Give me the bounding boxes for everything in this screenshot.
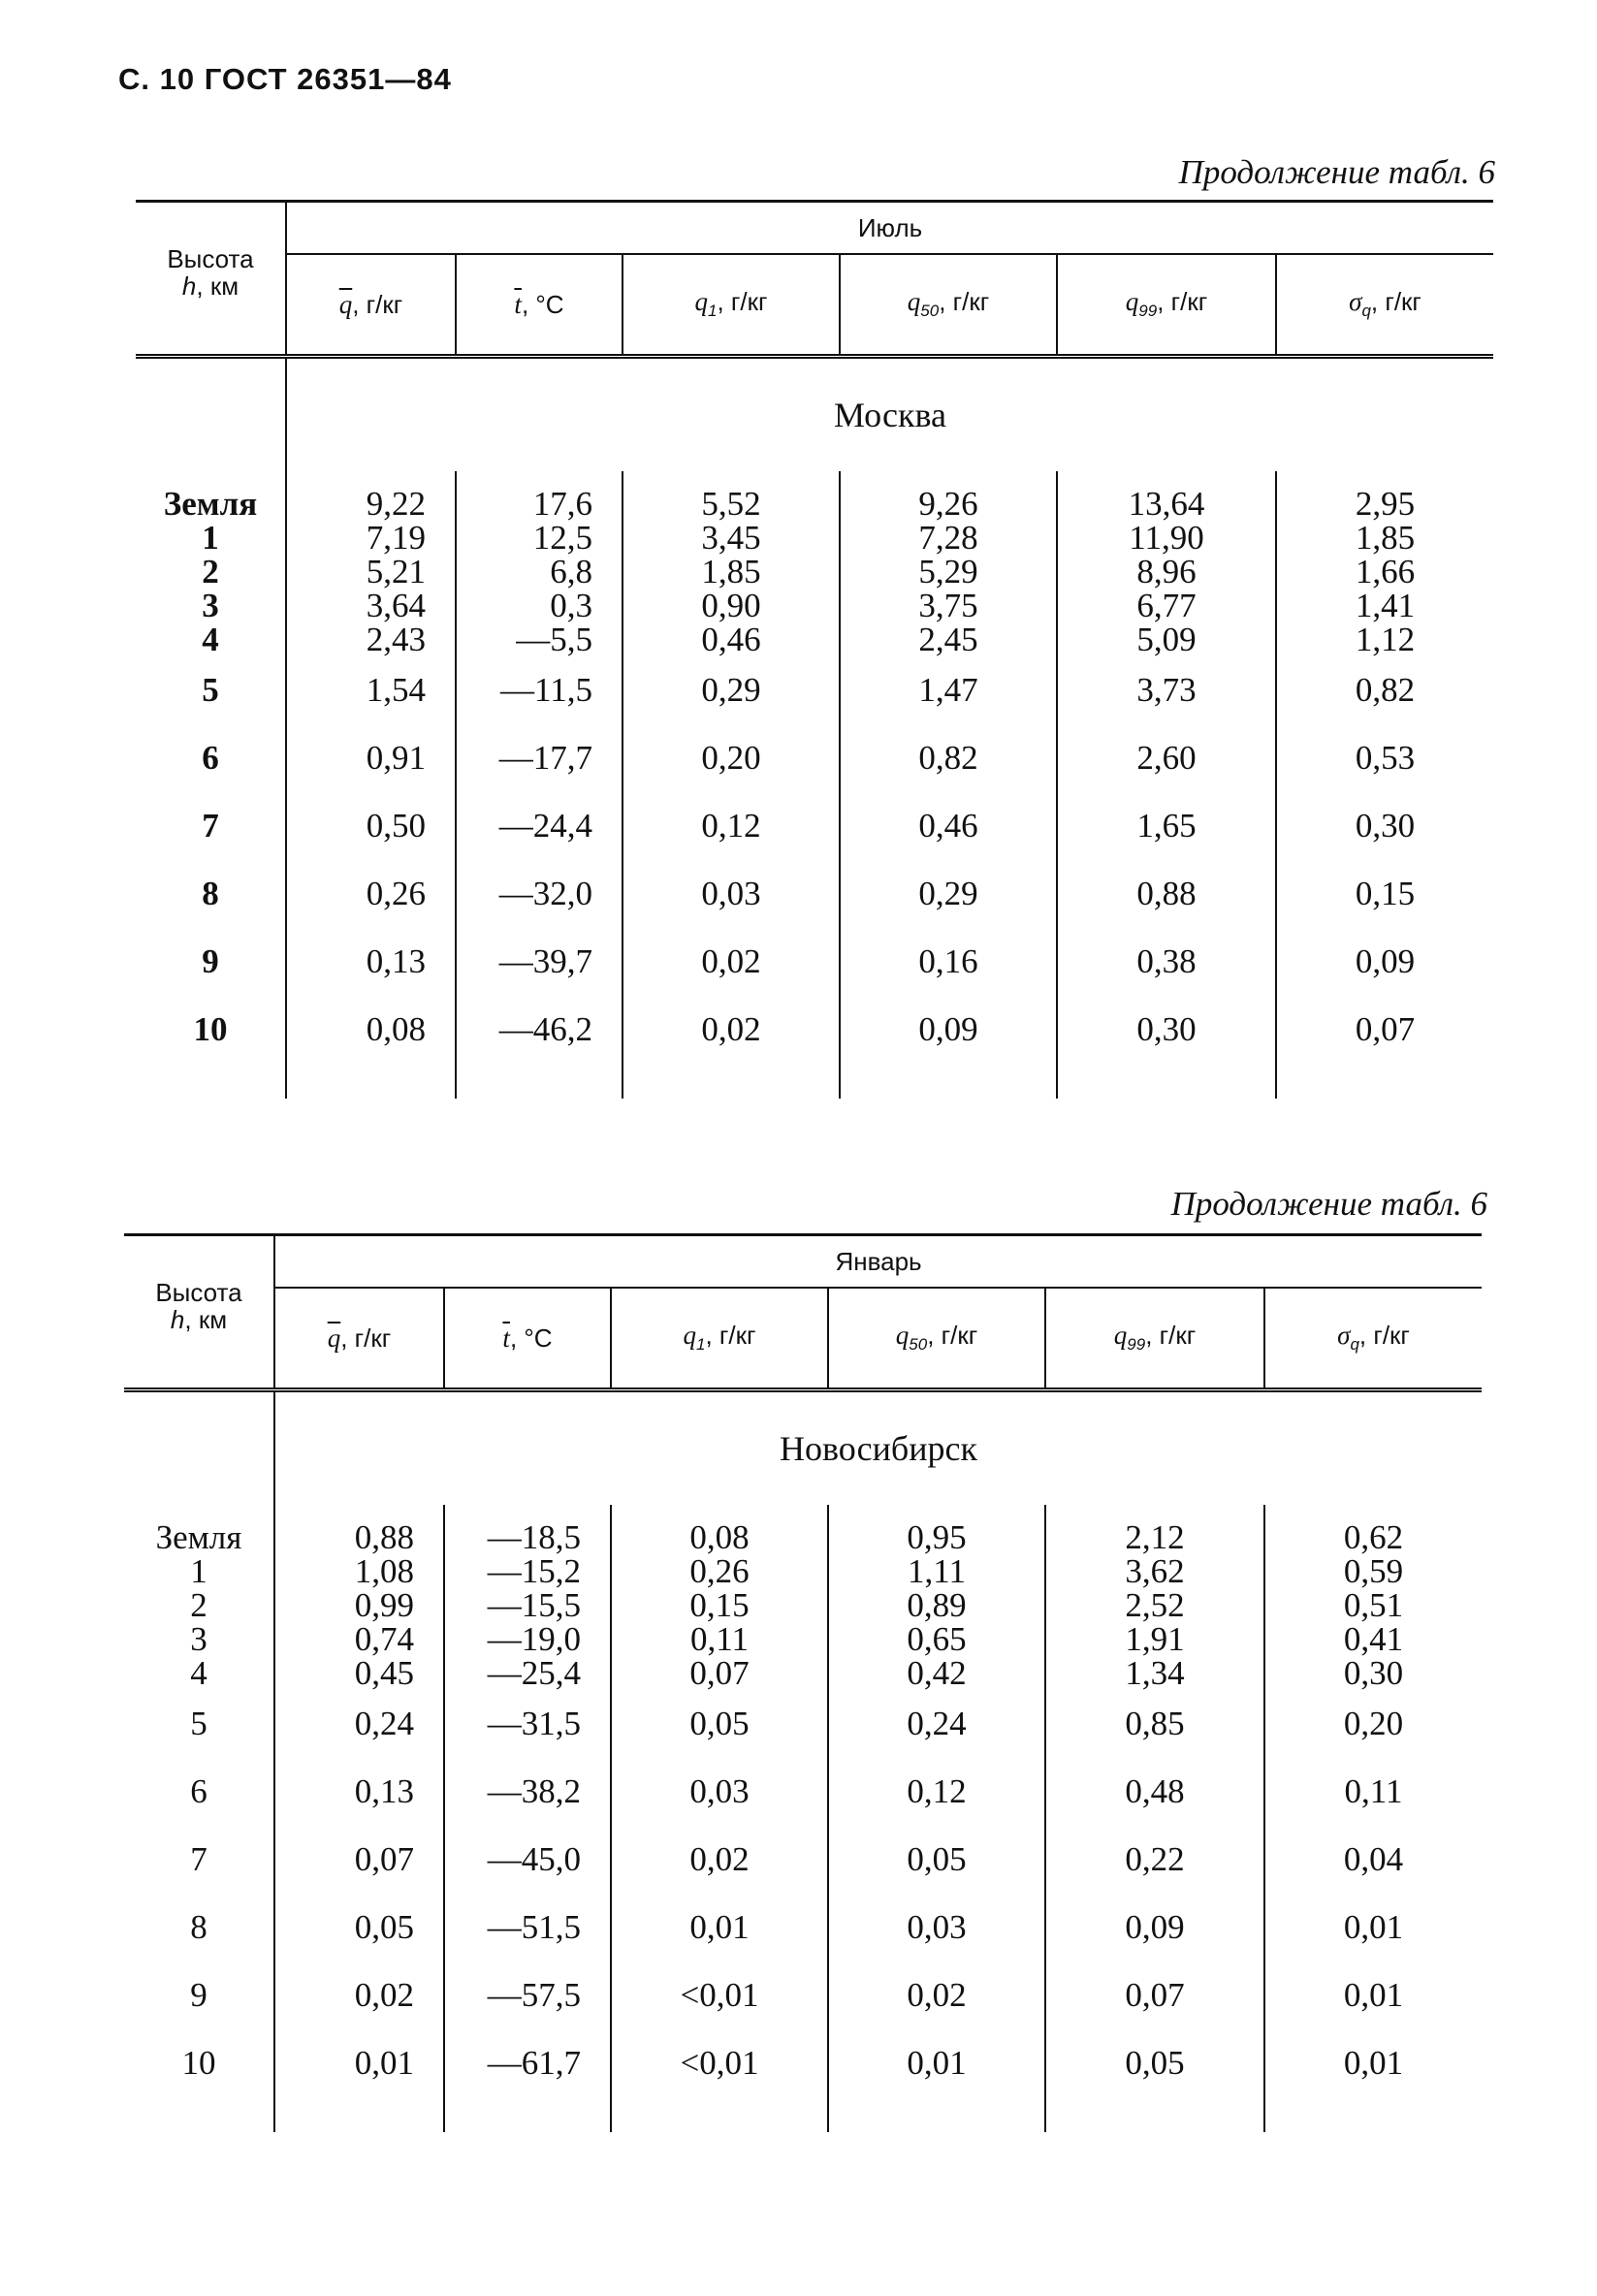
value-cell: 8,96 [1057,555,1276,589]
value-cell: 9,26 [840,471,1057,521]
value-cell: 2,12 [1045,1505,1264,1554]
value-cell: 1,54 [286,656,456,724]
height-cell: 8 [190,1908,208,1946]
value-cell: 2,45 [840,622,1057,656]
value-cell: 17,6 [456,471,623,521]
value-cell: 1,85 [623,555,840,589]
value-cell: 1,85 [1276,521,1493,555]
row-header-unit: , км [184,1305,228,1334]
height-cell: 6 [202,739,219,777]
table-row [124,1826,1482,1894]
table-row [136,521,1493,555]
value-cell: 0,30 [1264,1656,1482,1690]
value-cell: 2,60 [1057,724,1276,792]
value-cell: 1,12 [1276,622,1493,656]
row-header [124,1235,274,1390]
height-cell: Земля [163,485,258,523]
value-cell: 0,29 [840,860,1057,928]
value-cell: 0,24 [828,1690,1045,1758]
table-row [136,928,1493,996]
value-cell: 0,12 [828,1758,1045,1826]
value-cell: 0,01 [1264,1894,1482,1961]
data-table [136,200,1493,1099]
column-symbol: q [694,287,708,317]
value-cell: —32,0 [456,860,623,928]
value-cell: 5,52 [623,471,840,521]
value-cell: 0,01 [828,2029,1045,2097]
city-label: Москва [286,357,1493,472]
value-cell: 0,29 [623,656,840,724]
value-cell: 0,38 [1057,928,1276,996]
value-cell: 0,13 [286,928,456,996]
table-caption-2: Продолжение табл. 6 [1170,1185,1487,1223]
value-cell: 0,07 [1276,996,1493,1064]
value-cell: 0,24 [274,1690,444,1758]
month-header: Январь [274,1235,1482,1289]
value-cell: 0,16 [840,928,1057,996]
value-cell: 3,73 [1057,656,1276,724]
height-cell: 6 [190,1772,208,1810]
table-row [124,1588,1482,1622]
column-unit: , г/кг [1358,1321,1410,1351]
value-cell: 0,26 [286,860,456,928]
value-cell: 2,95 [1276,471,1493,521]
value-cell: 0,02 [623,996,840,1064]
height-cell: 4 [190,1654,208,1692]
value-cell: 1,34 [1045,1656,1264,1690]
height-cell: 2 [202,553,219,590]
height-cell: Земля [155,1518,242,1556]
value-cell: <0,01 [611,2029,828,2097]
height-cell: 8 [202,875,219,912]
column-subscript: 99 [1127,1335,1146,1355]
page-header: С. 10 ГОСТ 26351—84 [118,62,452,96]
column-header [456,254,623,357]
value-cell: 0,07 [1045,1961,1264,2029]
value-cell: 11,90 [1057,521,1276,555]
value-cell: 1,08 [274,1554,444,1588]
height-cell: 9 [190,1976,208,2014]
value-cell: 0,02 [611,1826,828,1894]
month-header: Июль [286,202,1493,255]
column-header [274,1288,444,1390]
column-unit: , г/кг [1157,287,1208,317]
value-cell: —31,5 [444,1690,611,1758]
value-cell: 5,29 [840,555,1057,589]
value-cell: 0,41 [1264,1622,1482,1656]
column-subscript: q [1350,1335,1359,1355]
table-row [136,589,1493,622]
value-cell: 0,07 [274,1826,444,1894]
table-block-2 [124,1233,1482,2132]
value-cell: 7,19 [286,521,456,555]
value-cell: —57,5 [444,1961,611,2029]
height-cell: 3 [202,587,219,624]
column-unit: , г/кг [352,289,403,319]
value-cell: 0,09 [1276,928,1493,996]
column-subscript: 99 [1138,302,1158,321]
value-cell: —45,0 [444,1826,611,1894]
column-unit: , г/кг [939,287,990,317]
column-header [828,1288,1045,1390]
value-cell: 0,15 [1276,860,1493,928]
column-unit: , г/кг [1145,1321,1197,1351]
row-header-label: Высота [155,1278,242,1307]
column-symbol: q [895,1321,910,1351]
value-cell: 0,22 [1045,1826,1264,1894]
value-cell: —15,2 [444,1554,611,1588]
table-row [124,1961,1482,2029]
column-subscript: 50 [920,302,940,321]
value-cell: 0,88 [274,1505,444,1554]
table-row [124,1758,1482,1826]
value-cell: 0,50 [286,792,456,860]
value-cell: 5,09 [1057,622,1276,656]
column-subscript: 1 [696,1335,706,1355]
value-cell: 0,08 [286,996,456,1064]
column-header [1276,254,1493,357]
value-cell: 0,05 [611,1690,828,1758]
value-cell: 3,45 [623,521,840,555]
value-cell: 0,01 [611,1894,828,1961]
value-cell: 0,46 [840,792,1057,860]
value-cell: 12,5 [456,521,623,555]
column-symbol: q [1125,287,1139,317]
value-cell: 0,88 [1057,860,1276,928]
value-cell: 0,42 [828,1656,1045,1690]
value-cell: —19,0 [444,1622,611,1656]
column-unit: , °С [509,1323,553,1353]
row-header [136,202,286,357]
value-cell: 1,47 [840,656,1057,724]
value-cell: —5,5 [456,622,623,656]
column-unit: , г/кг [705,1321,756,1351]
height-cell: 4 [202,621,219,658]
value-cell: 0,02 [623,928,840,996]
value-cell: 0,09 [1045,1894,1264,1961]
column-symbol: $\overline{q}$ [327,1323,341,1353]
value-cell: 0,3 [456,589,623,622]
column-subscript: 50 [909,1335,928,1355]
value-cell: —11,5 [456,656,623,724]
value-cell: 0,53 [1276,724,1493,792]
value-cell: 0,02 [274,1961,444,2029]
column-unit: , °С [521,289,564,319]
value-cell: 0,82 [840,724,1057,792]
height-cell: 5 [190,1705,208,1742]
height-cell: 10 [181,2044,216,2082]
column-symbol: σ [1337,1321,1351,1351]
value-cell: 0,07 [611,1656,828,1690]
table-row [124,1656,1482,1690]
value-cell: 0,09 [840,996,1057,1064]
column-unit: , г/кг [717,287,768,317]
height-cell: 1 [202,519,219,557]
value-cell: —46,2 [456,996,623,1064]
value-cell: 0,48 [1045,1758,1264,1826]
table-block-1 [136,200,1493,1099]
table-row [136,792,1493,860]
value-cell: 0,02 [828,1961,1045,2029]
column-symbol: $\overline{q}$ [338,289,353,319]
value-cell: —24,4 [456,792,623,860]
value-cell: —51,5 [444,1894,611,1961]
value-cell: 2,52 [1045,1588,1264,1622]
value-cell: —61,7 [444,2029,611,2097]
height-cell: 10 [193,1010,228,1048]
value-cell: —39,7 [456,928,623,996]
value-cell: 0,05 [274,1894,444,1961]
value-cell: 0,46 [623,622,840,656]
value-cell: 0,30 [1276,792,1493,860]
value-cell: 3,75 [840,589,1057,622]
column-subscript: 1 [708,302,718,321]
value-cell: 0,26 [611,1554,828,1588]
value-cell: 0,99 [274,1588,444,1622]
column-header [840,254,1057,357]
column-symbol: σ [1349,287,1362,317]
table-row [136,471,1493,521]
value-cell: 0,12 [623,792,840,860]
column-unit: , г/кг [340,1323,392,1353]
value-cell: 6,77 [1057,589,1276,622]
row-header-label: Высота [167,244,254,273]
value-cell: 2,43 [286,622,456,656]
height-cell: 3 [190,1620,208,1658]
value-cell: 0,20 [623,724,840,792]
value-cell: 13,64 [1057,471,1276,521]
table-caption-1: Продолжение табл. 6 [1178,153,1495,191]
value-cell: 0,11 [1264,1758,1482,1826]
value-cell: 0,15 [611,1588,828,1622]
value-cell: 0,01 [1264,2029,1482,2097]
table-row [136,656,1493,724]
column-symbol: q [1113,1321,1128,1351]
value-cell: 0,01 [274,2029,444,2097]
value-cell: 0,05 [828,1826,1045,1894]
value-cell: 0,85 [1045,1690,1264,1758]
table-row [124,1622,1482,1656]
value-cell: 0,03 [828,1894,1045,1961]
row-header-symbol: h [170,1305,185,1334]
city-label: Новосибирск [274,1390,1482,1506]
table-row [124,1505,1482,1554]
data-table [124,1233,1482,2132]
value-cell: 0,13 [274,1758,444,1826]
value-cell: 9,22 [286,471,456,521]
row-header-symbol: h [181,271,197,301]
column-unit: , г/кг [927,1321,978,1351]
value-cell: 0,08 [611,1505,828,1554]
value-cell: —17,7 [456,724,623,792]
column-header [623,254,840,357]
value-cell: 0,01 [1264,1961,1482,2029]
column-symbol: q [907,287,921,317]
table-row [136,555,1493,589]
height-cell: 7 [202,807,219,845]
value-cell: 0,91 [286,724,456,792]
value-cell: —15,5 [444,1588,611,1622]
column-header [611,1288,828,1390]
value-cell: 0,04 [1264,1826,1482,1894]
column-subscript: q [1361,302,1371,321]
value-cell: 0,65 [828,1622,1045,1656]
table-row [124,1894,1482,1961]
value-cell: 6,8 [456,555,623,589]
height-cell: 2 [190,1586,208,1624]
table-row [124,2029,1482,2097]
value-cell: 0,59 [1264,1554,1482,1588]
value-cell: 0,74 [274,1622,444,1656]
value-cell: 0,82 [1276,656,1493,724]
column-header [1057,254,1276,357]
value-cell: 0,62 [1264,1505,1482,1554]
value-cell: 0,90 [623,589,840,622]
table-row [136,860,1493,928]
value-cell: 1,91 [1045,1622,1264,1656]
table-row [124,1690,1482,1758]
table-row [124,1554,1482,1588]
value-cell: 1,41 [1276,589,1493,622]
value-cell: —38,2 [444,1758,611,1826]
column-header [286,254,456,357]
value-cell: —18,5 [444,1505,611,1554]
height-cell: 9 [202,942,219,980]
column-unit: , г/кг [1370,287,1421,317]
value-cell: 3,64 [286,589,456,622]
height-cell: 7 [190,1840,208,1878]
table-row [136,996,1493,1064]
height-cell: 5 [202,671,219,709]
table-row [136,724,1493,792]
value-cell: 1,11 [828,1554,1045,1588]
value-cell: 0,20 [1264,1690,1482,1758]
column-symbol: $\overline{t}$ [514,289,522,319]
value-cell: 5,21 [286,555,456,589]
column-symbol: $\overline{t}$ [502,1323,510,1353]
column-header [444,1288,611,1390]
value-cell: 1,65 [1057,792,1276,860]
value-cell: 0,51 [1264,1588,1482,1622]
value-cell: 0,03 [623,860,840,928]
value-cell: 0,30 [1057,996,1276,1064]
value-cell: 7,28 [840,521,1057,555]
value-cell: 0,95 [828,1505,1045,1554]
table-row [136,622,1493,656]
value-cell: 0,45 [274,1656,444,1690]
value-cell: 0,05 [1045,2029,1264,2097]
value-cell: —25,4 [444,1656,611,1690]
value-cell: <0,01 [611,1961,828,2029]
height-cell: 1 [190,1552,208,1590]
value-cell: 1,66 [1276,555,1493,589]
row-header-unit: , км [196,271,240,301]
value-cell: 3,62 [1045,1554,1264,1588]
value-cell: 0,11 [611,1622,828,1656]
value-cell: 0,03 [611,1758,828,1826]
column-symbol: q [683,1321,696,1351]
value-cell: 0,89 [828,1588,1045,1622]
column-header [1264,1288,1482,1390]
column-header [1045,1288,1264,1390]
